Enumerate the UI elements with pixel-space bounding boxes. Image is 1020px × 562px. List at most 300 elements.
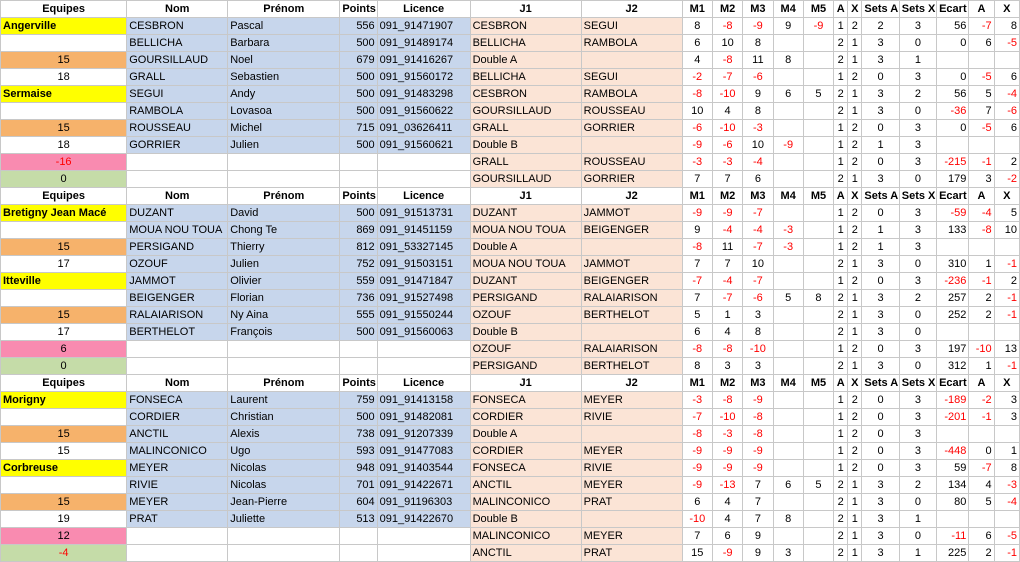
ecart-cell[interactable] — [937, 324, 969, 341]
set-score-m3[interactable]: -7 — [743, 239, 773, 256]
player-points[interactable]: 736 — [340, 290, 377, 307]
set-score-m1[interactable]: 8 — [682, 18, 712, 35]
team-cell[interactable]: 18 — [1, 137, 127, 154]
sets-a-cell[interactable]: 1 — [862, 137, 899, 154]
player-points[interactable] — [340, 154, 377, 171]
team-cell[interactable]: 15 — [1, 307, 127, 324]
player-last-name[interactable]: RAMBOLA — [127, 103, 228, 120]
ecart-cell[interactable]: 225 — [937, 545, 969, 562]
sets-x-cell[interactable]: 1 — [899, 511, 936, 528]
header-a[interactable]: A — [834, 188, 848, 205]
header-points[interactable]: Points — [340, 1, 377, 18]
header-nom[interactable]: Nom — [127, 188, 228, 205]
header-j1[interactable]: J1 — [470, 188, 581, 205]
set-score-m4[interactable]: 3 — [773, 545, 803, 562]
player-points[interactable]: 500 — [340, 35, 377, 52]
result-a[interactable]: 2 — [834, 477, 848, 494]
set-score-m2[interactable]: 4 — [712, 103, 742, 120]
header-points[interactable]: Points — [340, 188, 377, 205]
team-cell[interactable]: 15 — [1, 494, 127, 511]
match-player-1[interactable]: BELLICHA — [470, 35, 581, 52]
player-licence[interactable] — [377, 154, 470, 171]
set-score-m2[interactable]: 7 — [712, 171, 742, 188]
match-player-1[interactable]: MALINCONICO — [470, 494, 581, 511]
sets-a-cell[interactable]: 0 — [862, 69, 899, 86]
player-licence[interactable] — [377, 341, 470, 358]
match-player-1[interactable]: Double A — [470, 239, 581, 256]
ecart-cell[interactable]: 252 — [937, 307, 969, 324]
player-first-name[interactable]: Nicolas — [228, 477, 340, 494]
result-x[interactable]: 1 — [848, 494, 862, 511]
player-first-name[interactable]: Chong Te — [228, 222, 340, 239]
ecart-x-cell[interactable]: 8 — [994, 460, 1019, 477]
sets-a-cell[interactable]: 0 — [862, 205, 899, 222]
player-last-name[interactable]: JAMMOT — [127, 273, 228, 290]
ecart-x-cell[interactable] — [994, 239, 1019, 256]
sets-a-cell[interactable]: 3 — [862, 35, 899, 52]
match-player-1[interactable]: MOUA NOU TOUA — [470, 256, 581, 273]
match-player-1[interactable]: Double B — [470, 511, 581, 528]
match-player-2[interactable] — [581, 426, 682, 443]
result-a[interactable]: 2 — [834, 494, 848, 511]
set-score-m3[interactable]: 7 — [743, 477, 773, 494]
set-score-m1[interactable]: -2 — [682, 69, 712, 86]
set-score-m5[interactable] — [803, 222, 833, 239]
team-cell[interactable]: 6 — [1, 341, 127, 358]
header-points[interactable]: Points — [340, 375, 377, 392]
set-score-m1[interactable]: 7 — [682, 171, 712, 188]
set-score-m2[interactable]: 4 — [712, 324, 742, 341]
set-score-m5[interactable] — [803, 307, 833, 324]
set-score-m2[interactable]: -9 — [712, 443, 742, 460]
player-first-name[interactable] — [228, 341, 340, 358]
player-last-name[interactable]: GOURSILLAUD — [127, 52, 228, 69]
set-score-m3[interactable]: 7 — [743, 511, 773, 528]
header-m1[interactable]: M1 — [682, 1, 712, 18]
player-points[interactable]: 500 — [340, 205, 377, 222]
set-score-m2[interactable]: -7 — [712, 290, 742, 307]
result-a[interactable]: 2 — [834, 171, 848, 188]
match-player-2[interactable] — [581, 52, 682, 69]
match-player-2[interactable]: MEYER — [581, 528, 682, 545]
set-score-m3[interactable]: 9 — [743, 86, 773, 103]
sets-x-cell[interactable]: 3 — [899, 409, 936, 426]
result-a[interactable]: 2 — [834, 103, 848, 120]
set-score-m4[interactable] — [773, 154, 803, 171]
player-last-name[interactable]: PERSIGAND — [127, 239, 228, 256]
match-player-1[interactable]: PERSIGAND — [470, 290, 581, 307]
match-player-1[interactable]: MALINCONICO — [470, 528, 581, 545]
team-cell[interactable]: Angerville — [1, 18, 127, 35]
set-score-m4[interactable] — [773, 358, 803, 375]
set-score-m3[interactable]: -6 — [743, 290, 773, 307]
set-score-m5[interactable] — [803, 443, 833, 460]
player-licence[interactable]: 091_91560063 — [377, 324, 470, 341]
set-score-m1[interactable]: -7 — [682, 273, 712, 290]
ecart-a-cell[interactable]: -1 — [969, 273, 994, 290]
ecart-cell[interactable]: 80 — [937, 494, 969, 511]
ecart-a-cell[interactable]: -10 — [969, 341, 994, 358]
team-cell[interactable] — [1, 477, 127, 494]
header-ecart-x[interactable]: X — [994, 188, 1019, 205]
set-score-m2[interactable]: 7 — [712, 256, 742, 273]
set-score-m2[interactable]: 3 — [712, 358, 742, 375]
set-score-m3[interactable]: 11 — [743, 52, 773, 69]
result-x[interactable]: 2 — [848, 409, 862, 426]
set-score-m5[interactable] — [803, 511, 833, 528]
header-nom[interactable]: Nom — [127, 375, 228, 392]
match-player-1[interactable]: DUZANT — [470, 273, 581, 290]
sets-x-cell[interactable]: 0 — [899, 307, 936, 324]
set-score-m2[interactable]: -9 — [712, 545, 742, 562]
match-player-1[interactable]: CESBRON — [470, 18, 581, 35]
set-score-m5[interactable]: 5 — [803, 86, 833, 103]
set-score-m2[interactable]: -8 — [712, 52, 742, 69]
result-x[interactable]: 2 — [848, 443, 862, 460]
ecart-cell[interactable] — [937, 239, 969, 256]
ecart-a-cell[interactable] — [969, 137, 994, 154]
ecart-x-cell[interactable]: -1 — [994, 256, 1019, 273]
ecart-x-cell[interactable]: 2 — [994, 273, 1019, 290]
player-licence[interactable] — [377, 545, 470, 562]
player-last-name[interactable]: OZOUF — [127, 256, 228, 273]
ecart-a-cell[interactable]: 5 — [969, 494, 994, 511]
player-points[interactable]: 812 — [340, 239, 377, 256]
player-licence[interactable] — [377, 528, 470, 545]
header-equipes[interactable]: Equipes — [1, 188, 127, 205]
result-a[interactable]: 1 — [834, 426, 848, 443]
sets-a-cell[interactable]: 0 — [862, 392, 899, 409]
player-points[interactable]: 701 — [340, 477, 377, 494]
ecart-cell[interactable]: 133 — [937, 222, 969, 239]
set-score-m3[interactable]: 10 — [743, 137, 773, 154]
match-player-2[interactable]: BEIGENGER — [581, 222, 682, 239]
team-cell[interactable]: 12 — [1, 528, 127, 545]
match-player-2[interactable]: RIVIE — [581, 409, 682, 426]
player-points[interactable]: 500 — [340, 137, 377, 154]
ecart-a-cell[interactable]: 3 — [969, 171, 994, 188]
ecart-a-cell[interactable]: -4 — [969, 205, 994, 222]
match-player-2[interactable]: RAMBOLA — [581, 35, 682, 52]
sets-a-cell[interactable]: 0 — [862, 460, 899, 477]
player-first-name[interactable]: Juliette — [228, 511, 340, 528]
player-first-name[interactable] — [228, 528, 340, 545]
set-score-m4[interactable]: -3 — [773, 239, 803, 256]
result-a[interactable]: 1 — [834, 154, 848, 171]
sets-a-cell[interactable]: 3 — [862, 103, 899, 120]
player-first-name[interactable]: François — [228, 324, 340, 341]
sets-a-cell[interactable]: 0 — [862, 273, 899, 290]
set-score-m3[interactable]: 3 — [743, 307, 773, 324]
ecart-x-cell[interactable]: -1 — [994, 307, 1019, 324]
player-first-name[interactable] — [228, 171, 340, 188]
match-player-1[interactable]: Double B — [470, 324, 581, 341]
player-points[interactable] — [340, 341, 377, 358]
header-x[interactable]: X — [848, 1, 862, 18]
player-first-name[interactable] — [228, 358, 340, 375]
ecart-x-cell[interactable]: -1 — [994, 358, 1019, 375]
player-points[interactable]: 738 — [340, 426, 377, 443]
team-cell[interactable]: 19 — [1, 511, 127, 528]
match-player-1[interactable]: GRALL — [470, 154, 581, 171]
set-score-m5[interactable] — [803, 460, 833, 477]
team-cell[interactable]: 15 — [1, 239, 127, 256]
match-player-2[interactable]: JAMMOT — [581, 205, 682, 222]
result-x[interactable]: 2 — [848, 392, 862, 409]
sets-a-cell[interactable]: 3 — [862, 545, 899, 562]
ecart-cell[interactable]: 56 — [937, 18, 969, 35]
ecart-x-cell[interactable]: 1 — [994, 443, 1019, 460]
ecart-a-cell[interactable]: -8 — [969, 222, 994, 239]
set-score-m1[interactable]: 6 — [682, 35, 712, 52]
team-cell[interactable]: 15 — [1, 443, 127, 460]
team-cell[interactable]: Bretigny Jean Macé — [1, 205, 127, 222]
player-last-name[interactable]: RALAIARISON — [127, 307, 228, 324]
match-player-1[interactable]: CESBRON — [470, 86, 581, 103]
sets-x-cell[interactable]: 0 — [899, 324, 936, 341]
match-player-1[interactable]: FONSECA — [470, 392, 581, 409]
player-first-name[interactable]: Barbara — [228, 35, 340, 52]
ecart-x-cell[interactable]: 2 — [994, 154, 1019, 171]
ecart-a-cell[interactable] — [969, 426, 994, 443]
ecart-x-cell[interactable]: 6 — [994, 120, 1019, 137]
ecart-x-cell[interactable]: -2 — [994, 171, 1019, 188]
team-cell[interactable]: -4 — [1, 545, 127, 562]
sets-a-cell[interactable]: 2 — [862, 18, 899, 35]
set-score-m4[interactable] — [773, 494, 803, 511]
set-score-m1[interactable]: -10 — [682, 511, 712, 528]
result-a[interactable]: 2 — [834, 324, 848, 341]
sets-a-cell[interactable]: 3 — [862, 358, 899, 375]
ecart-a-cell[interactable]: 6 — [969, 528, 994, 545]
player-first-name[interactable]: Ugo — [228, 443, 340, 460]
match-player-2[interactable]: RIVIE — [581, 460, 682, 477]
set-score-m2[interactable]: -10 — [712, 86, 742, 103]
player-points[interactable] — [340, 171, 377, 188]
player-points[interactable]: 752 — [340, 256, 377, 273]
sets-x-cell[interactable]: 3 — [899, 137, 936, 154]
header-m4[interactable]: M4 — [773, 375, 803, 392]
set-score-m4[interactable] — [773, 528, 803, 545]
sets-a-cell[interactable]: 0 — [862, 154, 899, 171]
player-points[interactable]: 759 — [340, 392, 377, 409]
player-licence[interactable]: 091_91471907 — [377, 18, 470, 35]
player-last-name[interactable] — [127, 358, 228, 375]
player-last-name[interactable]: MEYER — [127, 494, 228, 511]
result-x[interactable]: 2 — [848, 154, 862, 171]
player-first-name[interactable] — [228, 154, 340, 171]
ecart-cell[interactable]: 0 — [937, 120, 969, 137]
set-score-m1[interactable]: -8 — [682, 341, 712, 358]
set-score-m1[interactable]: -8 — [682, 86, 712, 103]
match-player-2[interactable]: RALAIARISON — [581, 341, 682, 358]
set-score-m3[interactable]: 9 — [743, 545, 773, 562]
player-points[interactable]: 555 — [340, 307, 377, 324]
ecart-x-cell[interactable]: 6 — [994, 69, 1019, 86]
set-score-m4[interactable]: 5 — [773, 290, 803, 307]
set-score-m1[interactable]: 8 — [682, 358, 712, 375]
ecart-cell[interactable]: 179 — [937, 171, 969, 188]
set-score-m5[interactable] — [803, 494, 833, 511]
result-x[interactable]: 1 — [848, 103, 862, 120]
header-sets-a[interactable]: Sets A — [862, 1, 899, 18]
player-last-name[interactable]: BERTHELOT — [127, 324, 228, 341]
header-ecart-x[interactable]: X — [994, 1, 1019, 18]
sets-a-cell[interactable]: 3 — [862, 511, 899, 528]
header-m2[interactable]: M2 — [712, 375, 742, 392]
player-points[interactable]: 500 — [340, 86, 377, 103]
set-score-m4[interactable]: 6 — [773, 477, 803, 494]
ecart-cell[interactable]: 56 — [937, 86, 969, 103]
set-score-m1[interactable]: -9 — [682, 443, 712, 460]
sets-a-cell[interactable]: 3 — [862, 256, 899, 273]
set-score-m2[interactable]: 11 — [712, 239, 742, 256]
ecart-x-cell[interactable] — [994, 137, 1019, 154]
match-player-1[interactable]: BELLICHA — [470, 69, 581, 86]
sets-x-cell[interactable]: 0 — [899, 256, 936, 273]
header-ecart[interactable]: Ecart — [937, 375, 969, 392]
result-x[interactable]: 1 — [848, 290, 862, 307]
sets-a-cell[interactable]: 3 — [862, 324, 899, 341]
header-prenom[interactable]: Prénom — [228, 188, 340, 205]
match-player-1[interactable]: Double A — [470, 426, 581, 443]
set-score-m2[interactable]: -9 — [712, 205, 742, 222]
header-j2[interactable]: J2 — [581, 1, 682, 18]
result-x[interactable]: 2 — [848, 341, 862, 358]
set-score-m5[interactable] — [803, 171, 833, 188]
set-score-m4[interactable] — [773, 120, 803, 137]
set-score-m1[interactable]: 4 — [682, 52, 712, 69]
player-licence[interactable]: 091_91560622 — [377, 103, 470, 120]
match-player-2[interactable]: PRAT — [581, 545, 682, 562]
ecart-cell[interactable]: -59 — [937, 205, 969, 222]
set-score-m5[interactable] — [803, 409, 833, 426]
set-score-m5[interactable] — [803, 273, 833, 290]
set-score-m4[interactable] — [773, 103, 803, 120]
match-player-1[interactable]: OZOUF — [470, 307, 581, 324]
ecart-a-cell[interactable] — [969, 511, 994, 528]
result-x[interactable]: 1 — [848, 528, 862, 545]
set-score-m4[interactable] — [773, 341, 803, 358]
ecart-a-cell[interactable]: 0 — [969, 443, 994, 460]
ecart-a-cell[interactable]: 7 — [969, 103, 994, 120]
header-m1[interactable]: M1 — [682, 375, 712, 392]
match-player-1[interactable]: ANCTIL — [470, 477, 581, 494]
sets-a-cell[interactable]: 0 — [862, 341, 899, 358]
sets-x-cell[interactable]: 3 — [899, 120, 936, 137]
header-m3[interactable]: M3 — [743, 375, 773, 392]
player-points[interactable]: 500 — [340, 409, 377, 426]
player-first-name[interactable]: Jean-Pierre — [228, 494, 340, 511]
match-player-2[interactable]: RAMBOLA — [581, 86, 682, 103]
player-licence[interactable]: 091_91403544 — [377, 460, 470, 477]
set-score-m4[interactable] — [773, 69, 803, 86]
team-cell[interactable] — [1, 222, 127, 239]
set-score-m2[interactable]: -8 — [712, 341, 742, 358]
header-x[interactable]: X — [848, 375, 862, 392]
ecart-x-cell[interactable]: 10 — [994, 222, 1019, 239]
ecart-x-cell[interactable]: 3 — [994, 409, 1019, 426]
set-score-m1[interactable]: -9 — [682, 205, 712, 222]
player-points[interactable] — [340, 528, 377, 545]
ecart-cell[interactable]: 310 — [937, 256, 969, 273]
player-points[interactable]: 500 — [340, 69, 377, 86]
ecart-x-cell[interactable] — [994, 324, 1019, 341]
set-score-m2[interactable]: -8 — [712, 392, 742, 409]
team-cell[interactable]: 0 — [1, 171, 127, 188]
set-score-m4[interactable] — [773, 256, 803, 273]
header-m1[interactable]: M1 — [682, 188, 712, 205]
result-x[interactable]: 2 — [848, 426, 862, 443]
player-licence[interactable]: 091_91482081 — [377, 409, 470, 426]
set-score-m4[interactable] — [773, 205, 803, 222]
result-x[interactable]: 2 — [848, 460, 862, 477]
result-x[interactable]: 2 — [848, 222, 862, 239]
set-score-m1[interactable]: 5 — [682, 307, 712, 324]
result-x[interactable]: 2 — [848, 69, 862, 86]
match-player-1[interactable]: OZOUF — [470, 341, 581, 358]
team-cell[interactable]: Sermaise — [1, 86, 127, 103]
ecart-cell[interactable]: 257 — [937, 290, 969, 307]
result-x[interactable]: 1 — [848, 358, 862, 375]
sets-x-cell[interactable]: 3 — [899, 154, 936, 171]
team-cell[interactable]: -16 — [1, 154, 127, 171]
header-ecart-a[interactable]: A — [969, 375, 994, 392]
set-score-m4[interactable]: 8 — [773, 511, 803, 528]
ecart-cell[interactable]: -448 — [937, 443, 969, 460]
ecart-a-cell[interactable]: 6 — [969, 35, 994, 52]
player-last-name[interactable] — [127, 545, 228, 562]
ecart-x-cell[interactable] — [994, 511, 1019, 528]
ecart-x-cell[interactable]: 8 — [994, 18, 1019, 35]
header-licence[interactable]: Licence — [377, 375, 470, 392]
header-x[interactable]: X — [848, 188, 862, 205]
ecart-a-cell[interactable]: -5 — [969, 69, 994, 86]
result-x[interactable]: 2 — [848, 273, 862, 290]
ecart-a-cell[interactable]: -1 — [969, 409, 994, 426]
player-licence[interactable]: 091_91196303 — [377, 494, 470, 511]
set-score-m3[interactable]: 3 — [743, 358, 773, 375]
player-first-name[interactable]: Julien — [228, 137, 340, 154]
player-last-name[interactable]: BEIGENGER — [127, 290, 228, 307]
player-points[interactable]: 556 — [340, 18, 377, 35]
ecart-cell[interactable] — [937, 426, 969, 443]
set-score-m2[interactable]: 1 — [712, 307, 742, 324]
ecart-cell[interactable]: -189 — [937, 392, 969, 409]
set-score-m4[interactable] — [773, 392, 803, 409]
set-score-m1[interactable]: 15 — [682, 545, 712, 562]
team-cell[interactable]: 17 — [1, 256, 127, 273]
ecart-cell[interactable]: -215 — [937, 154, 969, 171]
sets-x-cell[interactable]: 2 — [899, 86, 936, 103]
match-player-2[interactable]: BERTHELOT — [581, 307, 682, 324]
ecart-x-cell[interactable] — [994, 426, 1019, 443]
result-x[interactable]: 2 — [848, 205, 862, 222]
set-score-m1[interactable]: 6 — [682, 494, 712, 511]
match-player-1[interactable]: ANCTIL — [470, 545, 581, 562]
header-equipes[interactable]: Equipes — [1, 1, 127, 18]
header-ecart-x[interactable]: X — [994, 375, 1019, 392]
match-player-2[interactable]: JAMMOT — [581, 256, 682, 273]
set-score-m1[interactable]: -6 — [682, 120, 712, 137]
result-a[interactable]: 2 — [834, 358, 848, 375]
player-last-name[interactable]: MEYER — [127, 460, 228, 477]
header-sets-x[interactable]: Sets X — [899, 1, 936, 18]
sets-x-cell[interactable]: 3 — [899, 460, 936, 477]
player-last-name[interactable]: CORDIER — [127, 409, 228, 426]
set-score-m2[interactable]: -10 — [712, 409, 742, 426]
set-score-m4[interactable] — [773, 426, 803, 443]
